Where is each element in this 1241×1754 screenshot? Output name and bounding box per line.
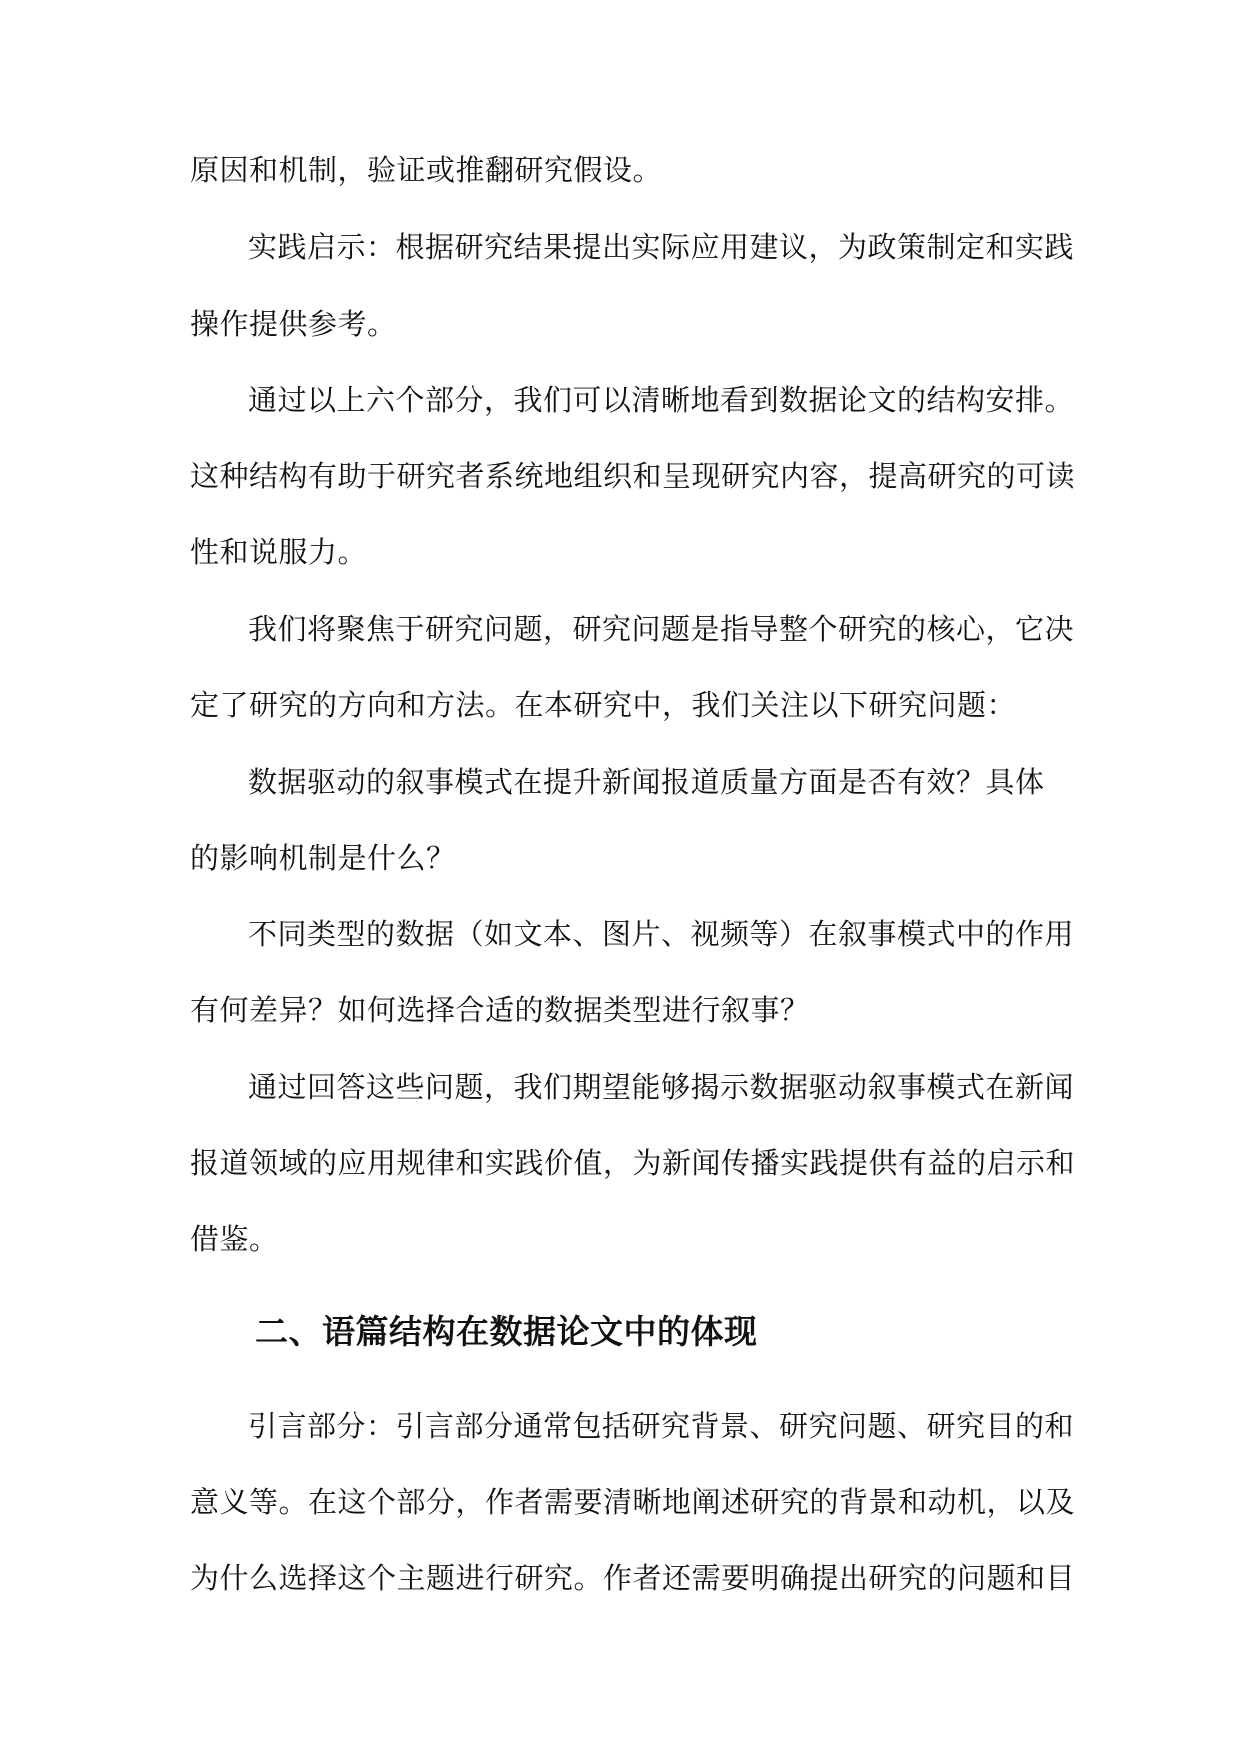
paragraph-line: 借鉴。 (190, 1222, 279, 1256)
paragraph-line: 实践启示：根据研究结果提出实际应用建议，为政策制定和实践 (248, 230, 1075, 264)
paragraph-line: 这种结构有助于研究者系统地组织和呈现研究内容，提高研究的可读 (190, 459, 1076, 493)
paragraph-line: 定了研究的方向和方法。在本研究中，我们关注以下研究问题： (190, 688, 1017, 722)
paragraph-line: 操作提供参考。 (190, 307, 397, 341)
paragraph-line: 意义等。在这个部分，作者需要清晰地阐述研究的背景和动机，以及 (190, 1485, 1076, 1519)
paragraph-line: 原因和机制，验证或推翻研究假设。 (190, 153, 663, 187)
paragraph-line: 我们将聚焦于研究问题，研究问题是指导整个研究的核心，它决 (248, 612, 1075, 646)
paragraph-line: 不同类型的数据（如文本、图片、视频等）在叙事模式中的作用 (248, 917, 1075, 951)
paragraph-line: 报道领域的应用规律和实践价值，为新闻传播实践提供有益的启示和 (190, 1146, 1076, 1180)
paragraph-line: 性和说服力。 (190, 535, 368, 569)
paragraph-line: 的影响机制是什么？ (190, 841, 456, 875)
paragraph-line: 引言部分：引言部分通常包括研究背景、研究问题、研究目的和 (248, 1409, 1075, 1443)
paragraph-line: 为什么选择这个主题进行研究。作者还需要明确提出研究的问题和目 (190, 1561, 1076, 1595)
paragraph-line: 通过以上六个部分，我们可以清晰地看到数据论文的结构安排。 (248, 383, 1075, 417)
section-heading: 二、语篇结构在数据论文中的体现 (255, 1312, 758, 1351)
paragraph-line: 有何差异？如何选择合适的数据类型进行叙事？ (190, 993, 810, 1027)
paragraph-line: 通过回答这些问题，我们期望能够揭示数据驱动叙事模式在新闻 (248, 1070, 1075, 1104)
paragraph-line: 数据驱动的叙事模式在提升新闻报道质量方面是否有效？具体 (248, 765, 1045, 799)
